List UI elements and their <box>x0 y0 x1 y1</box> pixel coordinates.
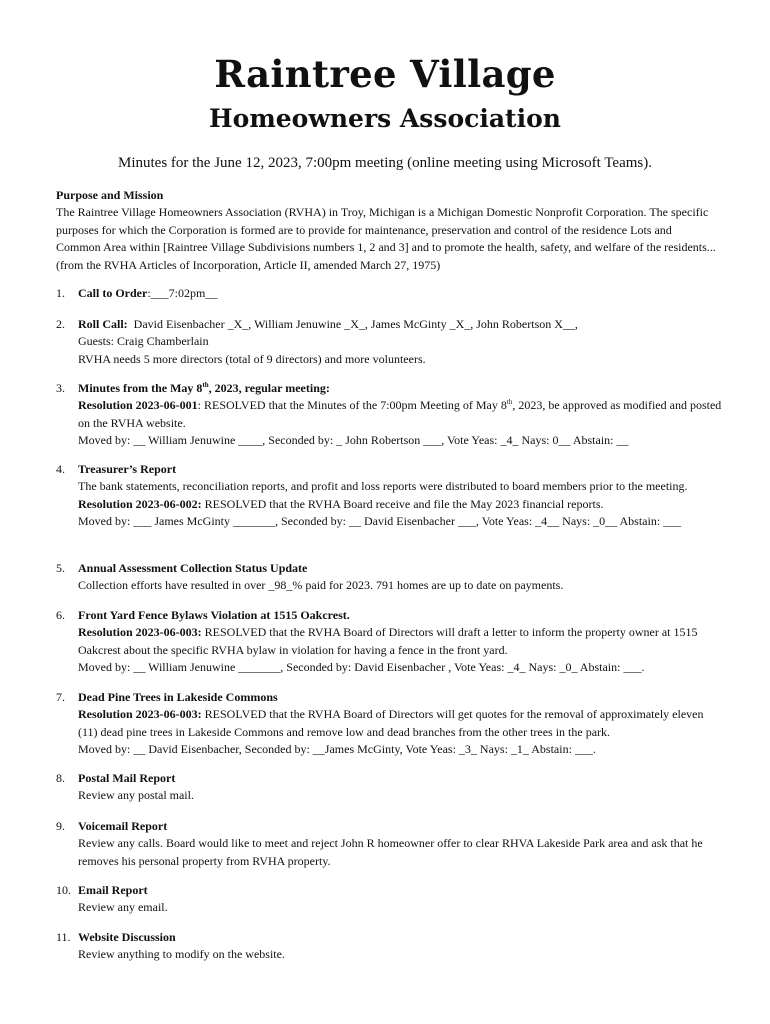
item-title-part: Minutes from the May 8 <box>78 381 203 395</box>
item-text: Review any calls. Board would like to meet and reject John R homeowner offer to clear RHVA Lakeside Park area and ask that he removes his personal property from RVHA property. <box>78 836 703 868</box>
resolution-sup: th <box>506 398 513 407</box>
meeting-line: Minutes for the June 12, 2023, 7:00pm meeting (online meeting using Microsoft Teams). <box>117 155 652 171</box>
resolution-text: RESOLVED that the RVHA Board receive and file the May 2023 financial reports. <box>201 496 604 511</box>
resolution-text: RESOLVED that the RVHA Board of Directors will draft a letter to inform the property owner at 1515 Oakcrest about the specific RVHA bylaw in violation for having a fence in the front yard. <box>78 625 698 657</box>
item-text: Collection efforts have resulted in over _98_% paid for 2023. 791 homes are up to date on payments. <box>78 578 564 593</box>
resolution-text: RESOLVED that the RVHA Board of Directors will get quotes for the removal of approximately eleven (11) dead pine trees in Lakeside Commons and remove low and dead branches from the other trees in the park. <box>78 707 704 739</box>
item-number: 10. <box>56 883 71 897</box>
item-title: Call to Order <box>78 286 148 300</box>
agenda-item-call-to-order <box>56 285 726 302</box>
item-number: 11. <box>56 930 71 944</box>
vote-line: Moved by: ___ James McGinty _______, Seconded by: __ David Eisenbacher ___, Vote Yeas: _4__ Nays: _0__ Abstain: ___ <box>78 514 682 529</box>
resolution-id: Resolution 2023-06-003: <box>78 625 202 640</box>
item-text: Review any email. <box>78 900 168 915</box>
resolution-id: Resolution 2023-06-002: <box>78 496 202 511</box>
document-subtitle: Homeowners Association <box>209 104 561 133</box>
guests-line: Guests: Craig Chamberlain <box>78 334 209 349</box>
agenda-item-dead-pine-trees <box>56 689 726 759</box>
item-title: Email Report <box>78 883 148 897</box>
agenda-item-assessment <box>56 560 726 595</box>
agenda-item-treasurer <box>56 461 726 531</box>
vote-line: Moved by: __ William Jenuwine _______, Seconded by: David Eisenbacher , Vote Yeas: _4_ Nays: _0_ Abstain: ___. <box>78 660 645 675</box>
resolution-text: : RESOLVED that the Minutes of the 7:00pm Meeting of May 8 <box>197 398 507 413</box>
agenda-item-email <box>56 882 726 917</box>
document-title: Raintree Village <box>214 52 556 96</box>
resolution-id: Resolution 2023-06-001 <box>78 398 198 413</box>
item-title: Dead Pine Trees in Lakeside Commons <box>78 690 278 704</box>
agenda-item-postal-mail <box>56 770 726 805</box>
item-title <box>78 380 726 397</box>
item-title-part: , 2023, regular meeting: <box>208 381 330 395</box>
item-text: Review any postal mail. <box>78 788 194 803</box>
item-number: 8. <box>56 771 65 785</box>
item-number: 9. <box>56 819 65 833</box>
item-title: Treasurer’s Report <box>78 462 177 476</box>
item-title: Voicemail Report <box>78 819 168 833</box>
item-text: David Eisenbacher _X_, William Jenuwine _X_, James McGinty _X_, John Robertson X__, <box>127 317 578 331</box>
item-title: Website Discussion <box>78 930 176 944</box>
agenda-item-fence-violation <box>56 607 726 677</box>
vote-line: Moved by: __ David Eisenbacher, Seconded by: __James McGinty, Vote Yeas: _3_ Nays: _1_ Abstain: ___. <box>78 742 596 757</box>
agenda-item-minutes <box>56 380 726 450</box>
purpose-section <box>56 187 716 274</box>
purpose-heading: Purpose and Mission <box>56 188 164 202</box>
item-text: :___7:02pm__ <box>147 286 218 300</box>
item-text: Review anything to modify on the website. <box>78 947 285 962</box>
purpose-text: The Raintree Village Homeowners Association (RVHA) in Troy, Michigan is a Michigan Domestic Nonprofit Corporation. The specific purposes for which the Corporation is formed are to provide for maintenance, preservation and control of the residence Lots and Common Area within [Raintree Village Subdivisions numbers 1, 2 and 3] and to promote the health, safety, and welfare of the residents... (from the RVHA Articles of Incorporation, Article II, amended March 27, 1975) <box>56 205 716 272</box>
item-title-sup: th <box>202 381 209 389</box>
item-title: Roll Call: <box>78 317 128 331</box>
directors-note: RVHA needs 5 more directors (total of 9 directors) and more volunteers. <box>78 351 426 366</box>
item-number: 7. <box>56 690 65 704</box>
vote-line: Moved by: __ William Jenuwine ____, Seconded by: _ John Robertson ___, Vote Yeas: _4_ Nays: 0__ Abstain: __ <box>78 433 629 448</box>
item-number: 6. <box>56 608 65 622</box>
item-title: Front Yard Fence Bylaws Violation at 1515 Oakcrest. <box>78 608 350 622</box>
resolution-id: Resolution 2023-06-003: <box>78 707 202 722</box>
item-number: 3. <box>56 381 65 395</box>
agenda-item-website <box>56 929 726 964</box>
item-title: Annual Assessment Collection Status Update <box>78 561 308 575</box>
agenda-item-voicemail <box>56 818 726 870</box>
agenda-item-roll-call <box>56 316 726 368</box>
item-text: The bank statements, reconciliation reports, and profit and loss reports were distributed to board members prior to the meeting. <box>78 479 688 494</box>
item-number: 2. <box>56 317 65 331</box>
resolution-text: , 2023, be approved as modified and posted on the RVHA website. <box>78 398 722 430</box>
item-number: 4. <box>56 462 65 476</box>
item-number: 1. <box>56 286 65 300</box>
item-title: Postal Mail Report <box>78 771 176 785</box>
item-number: 5. <box>56 561 65 575</box>
